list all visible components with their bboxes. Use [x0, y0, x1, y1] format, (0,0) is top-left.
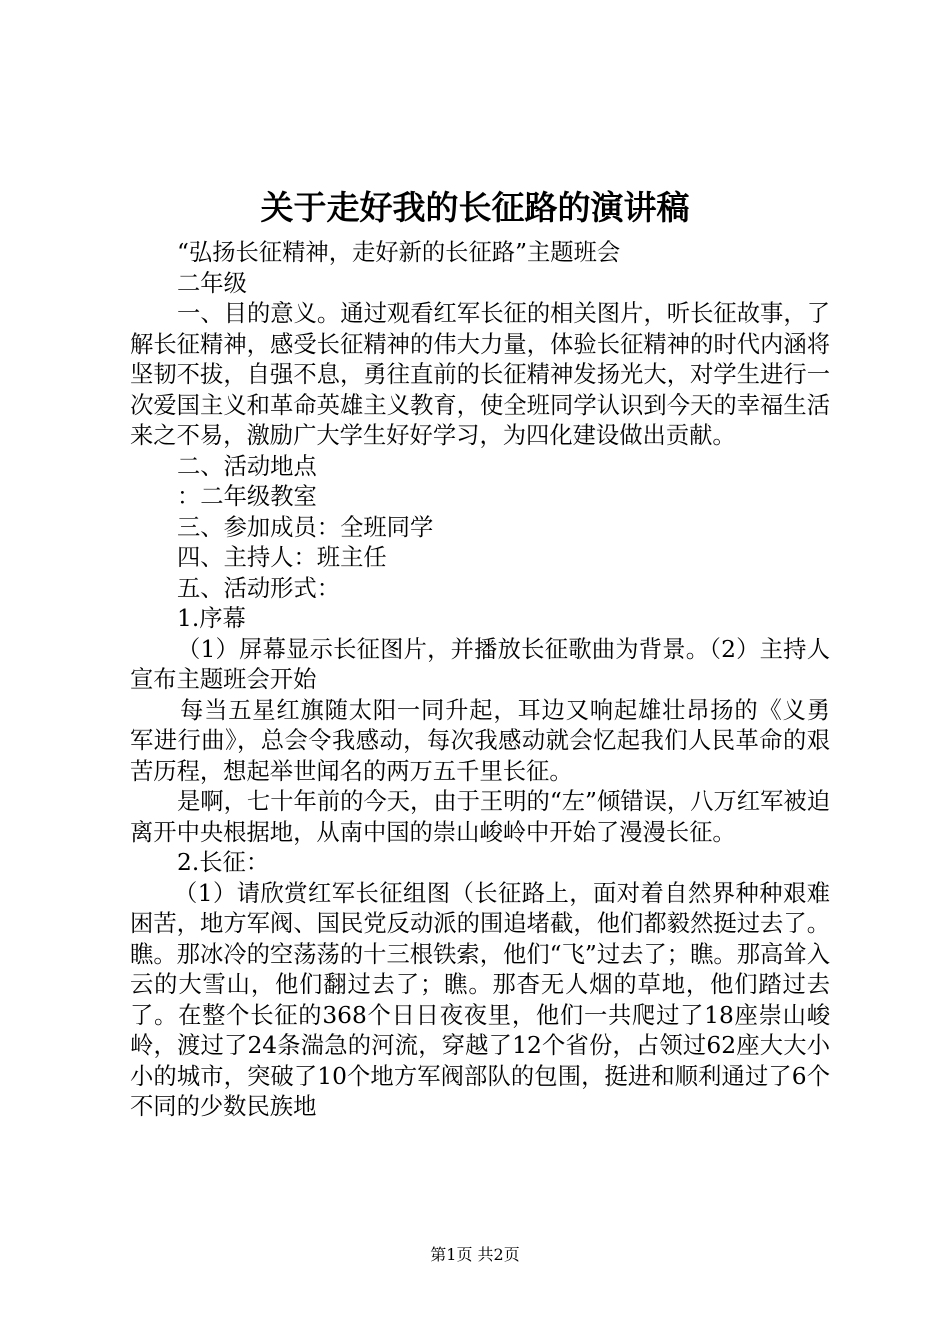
paragraph-purpose: 一、目的意义。通过观看红军长征的相关图片，听长征故事，了解长征精神，感受长征精神的伟大力量，体验长征精神的时代内涵将坚韧不拔，自强不息，勇往直前的长征精神发扬光大，对学生进行一次爱国主义和革命英雄主义教育，使全班同学认识到今天的幸福生活来之不易，激励广大学生好好学习，为四化建设做出贡献。	[130, 300, 830, 449]
paragraph-participants: 三、参加成员：全班同学	[177, 513, 434, 541]
paragraph-longmarch-photos: （1）请欣赏红军长征组图（长征路上，面对着自然界种种艰难困苦，地方军阀、国民党反动派的围追堵截，他们都毅然挺过去了。瞧。那冰冷的空荡荡的十三根铁索，他们“飞”过去了；瞧。那高耸入云的大雪山，他们翻过去了；瞧。那杳无人烟的草地，他们踏过去了。在整个长征的368个日日夜夜里，他们一共爬过了18座崇山峻岭，渡过了24条湍急的河流，穿越了12个省份，占领过62座大大小小的城市，突破了10个地方军阀部队的包围，挺进和顺利通过了6个不同的少数民族地	[130, 879, 830, 1120]
document-body	[130, 238, 830, 1123]
paragraph-flag: 每当五星红旗随太阳一同升起，耳边又响起雄壮昂扬的《义勇军进行曲》，总会令我感动，每次我感动就会忆起我们人民革命的艰苦历程，想起举世闻名的两万五千里长征。	[130, 696, 830, 785]
paragraph-history: 是啊，七十年前的今天，由于王明的“左”倾错误，八万红军被迫离开中央根据地，从南中国的崇山峻岭中开始了漫漫长征。	[130, 788, 830, 846]
paragraph-longmarch-heading: 2.长征：	[177, 849, 270, 876]
paragraph-prologue-heading: 1.序幕	[177, 605, 246, 632]
document-title: 关于走好我的长征路的演讲稿	[260, 188, 690, 227]
paragraph-theme: “弘扬长征精神，走好新的长征路”主题班会	[177, 239, 621, 266]
paragraph-format: 五、活动形式：	[177, 574, 341, 602]
paragraph-location: ：二年级教室	[177, 483, 317, 510]
paragraph-location-heading: 二、活动地点	[177, 452, 317, 480]
paragraph-prologue: （1）屏幕显示长征图片，并播放长征歌曲为背景。（2）主持人宣布主题班会开始	[130, 635, 830, 693]
paragraph-host: 四、主持人：班主任	[177, 544, 387, 571]
paragraph-grade: 二年级	[177, 269, 247, 297]
page-number: 第1页 共2页	[430, 1245, 520, 1264]
